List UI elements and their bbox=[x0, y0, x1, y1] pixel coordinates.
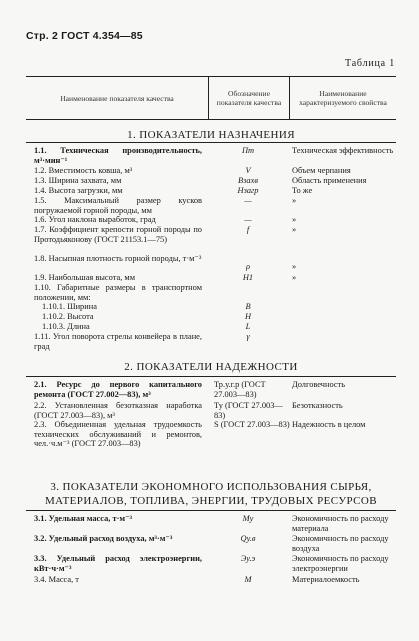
section-title: 1. ПОКАЗАТЕЛИ НАЗНАЧЕНИЯ bbox=[127, 129, 295, 141]
header-col-property: Наименование характеризуемого свойства bbox=[299, 89, 387, 107]
row-name: 1.11. Угол поворота стрелы конвейера в плане, град bbox=[34, 332, 202, 351]
row-symbol: H bbox=[244, 312, 252, 321]
row-name: 3.4. Масса, т bbox=[34, 575, 79, 584]
row-symbol: Пт bbox=[241, 146, 255, 155]
row-property: » bbox=[292, 273, 297, 282]
row-property: Экономичность по расходу воздуха bbox=[292, 534, 389, 553]
section-title: 3. ПОКАЗАТЕЛИ ЭКОНОМНОГО ИСПОЛЬЗОВАНИЯ СЫРЬЯ, МАТЕРИАЛОВ, ТОПЛИВА, ЭНЕРГИИ, ТРУДОВЫХ РЕСУРСОВ bbox=[45, 481, 377, 507]
row-name: 2.3. Объединенная удельная трудоемкость технических обслуживаний и ремонтов, чел.·ч.м⁻³ (ГОСТ 27.003—83) bbox=[34, 420, 202, 449]
row-name: 1.4. Высота загрузки, мм bbox=[34, 186, 123, 195]
row-property: Объем черпания bbox=[292, 166, 351, 175]
row-symbol: — bbox=[244, 196, 252, 205]
row-name: 1.7. Коэффициент крепости горной породы по Протодьяконову (ГОСТ 21153.1—75) bbox=[34, 225, 202, 244]
row-name: 2.2. Установленная безотказная наработка (ГОСТ 27.003—83), м³ bbox=[34, 401, 202, 420]
row-property: » bbox=[292, 215, 297, 224]
row-name: 1.9. Наибольшая высота, мм bbox=[34, 273, 135, 282]
row-property: Техническая эффективность bbox=[292, 146, 394, 155]
header-col-symbol: Обозначение показателя качества bbox=[216, 89, 282, 107]
row-name: 1.10.3. Длина bbox=[42, 322, 90, 331]
row-name: 1.1. Техническая производительность, м³·мин⁻¹ bbox=[34, 146, 202, 165]
row-symbol: γ bbox=[246, 332, 250, 341]
row-symbol: ρ bbox=[245, 262, 251, 271]
row-symbol: Му bbox=[242, 514, 254, 523]
row-name: 1.10. Габаритные размеры в транспортном положении, мм: bbox=[34, 283, 202, 302]
row-symbol: Ту (ГОСТ 27.003—83) bbox=[214, 401, 283, 420]
row-symbol: Hзагр bbox=[237, 186, 259, 195]
running-head: Стр. 2 ГОСТ 4.354—85 bbox=[26, 30, 143, 42]
table-header bbox=[26, 76, 396, 120]
row-name: 1.8. Насыпная плотность горной породы, т·м⁻³ bbox=[34, 254, 202, 263]
row-name: 1.5. Максимальный размер кусков погружаемой горной породы, мм bbox=[34, 196, 202, 215]
row-property: » bbox=[292, 196, 297, 205]
row-name: 3.3. Удельный расход электроэнергии, кВт·ч·м⁻³ bbox=[34, 554, 202, 573]
row-name: 1.10.2. Высота bbox=[42, 312, 94, 321]
row-name: 3.1. Удельная масса, т·м⁻³ bbox=[34, 514, 133, 523]
row-symbol: B bbox=[245, 302, 251, 311]
row-name: 1.6. Угол наклона выработок, град bbox=[34, 215, 156, 224]
row-name: 1.3. Ширина захвата, мм bbox=[34, 176, 122, 185]
row-property: Надежность в целом bbox=[292, 420, 366, 429]
row-name: 3.2. Удельный расход воздуха, м³·м⁻³ bbox=[34, 534, 173, 543]
row-symbol: М bbox=[244, 575, 252, 584]
row-symbol: — bbox=[244, 215, 252, 224]
row-symbol: Эу.э bbox=[240, 554, 256, 563]
row-symbol: f bbox=[246, 225, 250, 234]
row-symbol: S (ГОСТ 27.003—83) bbox=[214, 420, 290, 429]
row-symbol: Тр.у.г.р (ГОСТ 27.003—83) bbox=[214, 380, 266, 399]
row-property: Материалоемкость bbox=[292, 575, 360, 584]
section-rule bbox=[26, 510, 396, 511]
section-rule bbox=[26, 376, 396, 377]
row-symbol: Bзахв bbox=[238, 176, 258, 185]
row-property: Экономичность по расходу материала bbox=[292, 514, 389, 533]
row-property: Безотказность bbox=[292, 401, 343, 410]
row-property: Область применения bbox=[292, 176, 367, 185]
header-col-name: Наименование показателя качества bbox=[60, 93, 174, 103]
row-property: » bbox=[292, 262, 297, 271]
row-symbol: Qу.в bbox=[240, 534, 256, 543]
row-symbol: L bbox=[245, 322, 251, 331]
section-title: 2. ПОКАЗАТЕЛИ НАДЕЖНОСТИ bbox=[124, 361, 298, 373]
table-label: Таблица 1 bbox=[345, 58, 395, 69]
row-name: 2.1. Ресурс до первого капитального ремонта (ГОСТ 27.002—83), м³ bbox=[34, 380, 202, 399]
row-name: 1.2. Вместимость ковша, м³ bbox=[34, 166, 133, 175]
row-property: » bbox=[292, 225, 297, 234]
row-symbol: V bbox=[245, 166, 251, 175]
row-property: Экономичность по расходу электроэнергии bbox=[292, 554, 389, 573]
row-property: То же bbox=[292, 186, 313, 195]
row-name: 1.10.1. Ширина bbox=[42, 302, 97, 311]
row-property: Долговечность bbox=[292, 380, 346, 389]
row-symbol: H1 bbox=[242, 273, 254, 282]
section-rule bbox=[26, 142, 396, 143]
